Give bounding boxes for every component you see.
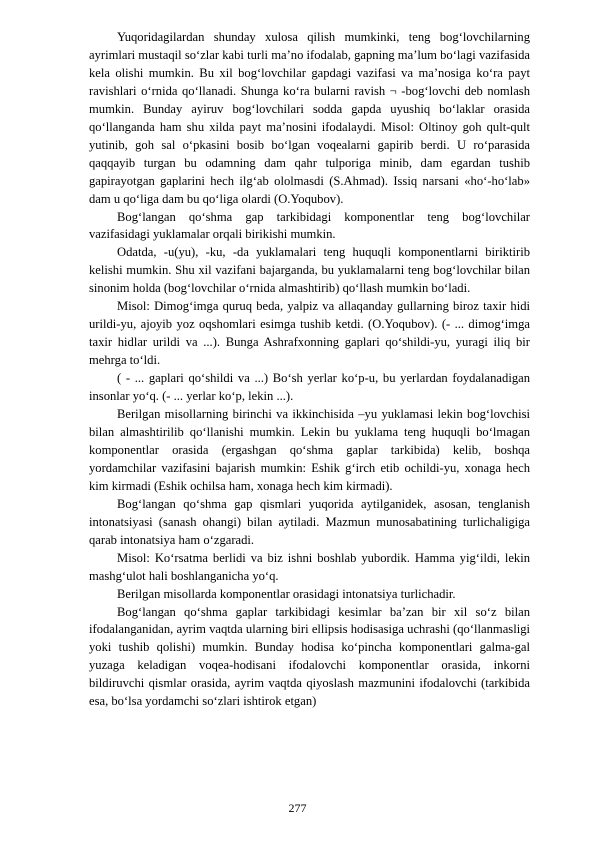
paragraph-intonation-differs: Berilgan misollarda komponentlar orasidagi intonatsiya turlichadir. bbox=[117, 586, 456, 601]
document-page bbox=[89, 29, 530, 711]
paragraph-example-dimogimga: Misol: Dimog‘imga quruq beda, yalpiz va allaqanday gullarning biroz taxir hidi urildi-yu, ajoyib yoz oqshomlari esimga tushib ketdi. (O.Yoqubov). (- ... dimog‘imga taxir hidlar urildi va ...). Bunga Ashrafxonning gaplari qo‘shildi-yu, yuragi iliq bir mehrga to‘ldi. bbox=[89, 299, 530, 368]
paragraph-particles-as-conjunctions: Bog‘langan qo‘shma gap tarkibidagi komponentlar teng bog‘lovchilar vazifasidagi yuklamalar orqali birikishi mumkin. bbox=[89, 209, 530, 242]
paragraph-conclusion-adverb-conjunctions: Yuqoridagilardan shunday xulosa qilish mumkinki, teng bog‘lovchilarning ayrimlari mustaqil so‘zlar kabi turli ma’no ifodalab, gapning ma’lum bo‘lagi vazifasida kela olishi mumkin. Bu xil bog‘lovchilar gapdagi vazifasi va ma’nosiga ko‘ra payt ravishlari o‘rnida qo‘llanadi. Shunga ko‘ra bularni ravish ¬ -bog‘lovchi deb nomlash mumkin. Bunday ayiruv bog‘lovchilari sodda gapda uyushiq bo‘laklar orasida qo‘llanganda ham shu xilda payt ma’nosini ifodalaydi. Misol: Oltinoy goh qult-qult yutinib, goh sal o‘pkasini bosib bo‘lgan voqealarni gapirib berdi. U ro‘parasida qaqqayib turgan bu odamning dam qahr tulporiga minib, dam egardan tushib gapirayotgan gaplarini hech ilg‘ab ololmasdi (S.Ahmad). Issiq narsani «ho‘-ho‘lab» dam u qo‘liga dam bu qo‘liga olardi (O.Yoqubov). bbox=[89, 30, 530, 206]
paragraph-particles-u-ku-da: Odatda, -u(yu), -ku, -da yuklamalari teng huquqli komponentlarni biriktirib kelishi mumkin. Shu xil vazifani bajarganda, bu yuklamalarni teng bog‘lovchilar bilan sinonim holda (bog‘lovchilar o‘rnida almashtirib) qo‘llash mumkin bo‘ladi. bbox=[89, 245, 530, 296]
paragraph-intonation: Bog‘langan qo‘shma gap qismlari yuqorida aytilganidek, asosan, tenglanish intonatsiyasi (sanash ohangi) bilan aytiladi. Mazmun munosabatining turlichaligiga qarab intonatsiya ham o‘zgaradi. bbox=[89, 496, 530, 547]
paragraph-yu-particle-lekin: Berilgan misollarning birinchi va ikkinchisida –yu yuklamasi lekin bog‘lovchisi bilan almashtirilib qo‘llanishi mumkin. Lekin bu yuklama teng huquqli bo‘lmagan komponentlar orasida (ergashgan qo‘shma gaplar tarkibida) kelib, boshqa yordamchilar vazifasini bajarish mumkin: Eshik g‘irch etib ochildi-yu, xonaga hech kim kirmadi (Eshik ochilsa ham, xonaga hech kim kirmadi). bbox=[89, 407, 530, 493]
page-number: 277 bbox=[288, 801, 307, 815]
paragraph-ellipsis: Bog‘langan qo‘shma gaplar tarkibidagi kesimlar ba’zan bir xil so‘z bilan ifodalanganidan, ayrim vaqtda ularning biri ellipsis hodisasiga uchrashi (qo‘llanmasligi yoki tushib qolishi) mumkin. Bunday hodisa ko‘pincha komponentlari galma-gal yuzaga keladigan voqea-hodisani ifodalovchi komponentlar orasida, inkorni bildiruvchi qismlar orasida, ayrim vaqtda qiyoslash mazmunini ifodalovchi (tarkibida esa, bo‘lsa yordamchi so‘zlari ishtirok etgan) bbox=[89, 604, 530, 709]
paragraph-example-bosh-yerlar: ( - ... gaplari qo‘shildi va ...) Bo‘sh yerlar ko‘p-u, bu yerlardan foydalanadigan insonlar yo‘q. (- ... yerlar ko‘p, lekin ...). bbox=[89, 371, 530, 404]
paragraph-example-korsatma: Misol: Ko‘rsatma berlidi va biz ishni boshlab yubordik. Hamma yig‘ildi, lekin mashg‘ulot hali boshlanganicha yo‘q. bbox=[89, 550, 530, 583]
